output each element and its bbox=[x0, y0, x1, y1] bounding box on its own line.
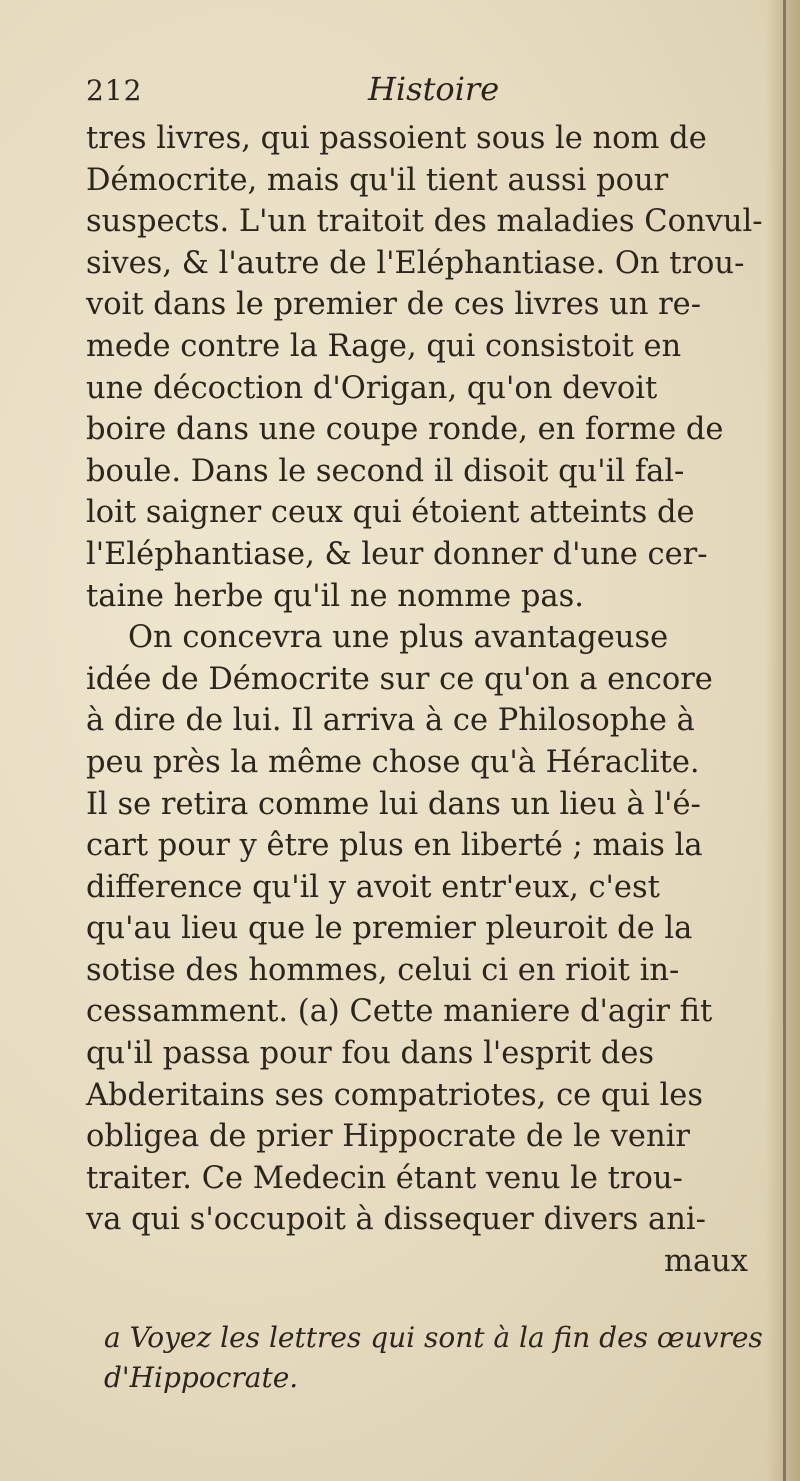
text-line: difference qu'il y avoit entr'eux, c'est bbox=[86, 869, 660, 905]
page-number: 212 bbox=[86, 74, 143, 107]
text-line: qu'il passa pour fou dans l'esprit des bbox=[86, 1036, 655, 1072]
text-line: cart pour y être plus en liberté ; mais la bbox=[86, 828, 703, 864]
page-edge-line bbox=[783, 0, 786, 1481]
text-line: suspects. L'un traitoit des maladies Convul- bbox=[86, 204, 763, 240]
text-line: mede contre la Rage, qui consistoit en bbox=[86, 328, 682, 364]
text-line: va qui s'occupoit à dissequer divers ani- bbox=[86, 1202, 706, 1238]
text-line: taine herbe qu'il ne nomme pas. bbox=[86, 578, 584, 614]
text-line: tres livres, qui passoient sous le nom de bbox=[86, 121, 707, 156]
text-line: boire dans une coupe ronde, en forme de bbox=[86, 412, 724, 448]
text-line: sives, & l'autre de l'Eléphantiase. On trou- bbox=[86, 245, 745, 281]
catchword: maux bbox=[664, 1244, 748, 1280]
text-line: traiter. Ce Medecin étant venu le trou- bbox=[86, 1160, 683, 1196]
paragraph-start-line: On concevra une plus avantageuse bbox=[128, 620, 669, 656]
page-header bbox=[86, 70, 756, 114]
text-line: qu'au lieu que le premier pleuroit de la bbox=[86, 911, 693, 947]
text-line: une décoction d'Origan, qu'on devoit bbox=[86, 370, 658, 406]
text-line: Abderitains ses compatriotes, ce qui les bbox=[86, 1077, 703, 1113]
text-line: idée de Démocrite sur ce qu'on a encore bbox=[86, 661, 713, 697]
text-line: boule. Dans le second il disoit qu'il fal- bbox=[86, 453, 685, 489]
text-line: Il se retira comme lui dans un lieu à l'é- bbox=[86, 786, 701, 822]
text-line: obligea de prier Hippocrate de le venir bbox=[86, 1119, 690, 1155]
text-line: loit saigner ceux qui étoient atteints de bbox=[86, 495, 695, 531]
footnote-line: a Voyez les lettres qui sont à la fin des œuvres bbox=[104, 1321, 763, 1354]
footnote-line: d'Hippocrate. bbox=[104, 1361, 299, 1394]
text-line: peu près la même chose qu'à Héraclite. bbox=[86, 744, 700, 780]
running-head: Histoire bbox=[368, 70, 500, 108]
text-line: cessamment. (a) Cette maniere d'agir fit bbox=[86, 994, 713, 1030]
text-line: voit dans le premier de ces livres un re- bbox=[86, 287, 702, 323]
text-line: Démocrite, mais qu'il tient aussi pour bbox=[86, 162, 669, 198]
text-line: sotise des hommes, celui ci en rioit in- bbox=[86, 952, 680, 988]
text-line: l'Eléphantiase, & leur donner d'une cer- bbox=[86, 536, 708, 572]
text-line: à dire de lui. Il arriva à ce Philosophe à bbox=[86, 703, 695, 739]
body-text bbox=[86, 118, 762, 1283]
footnote bbox=[104, 1318, 764, 1398]
